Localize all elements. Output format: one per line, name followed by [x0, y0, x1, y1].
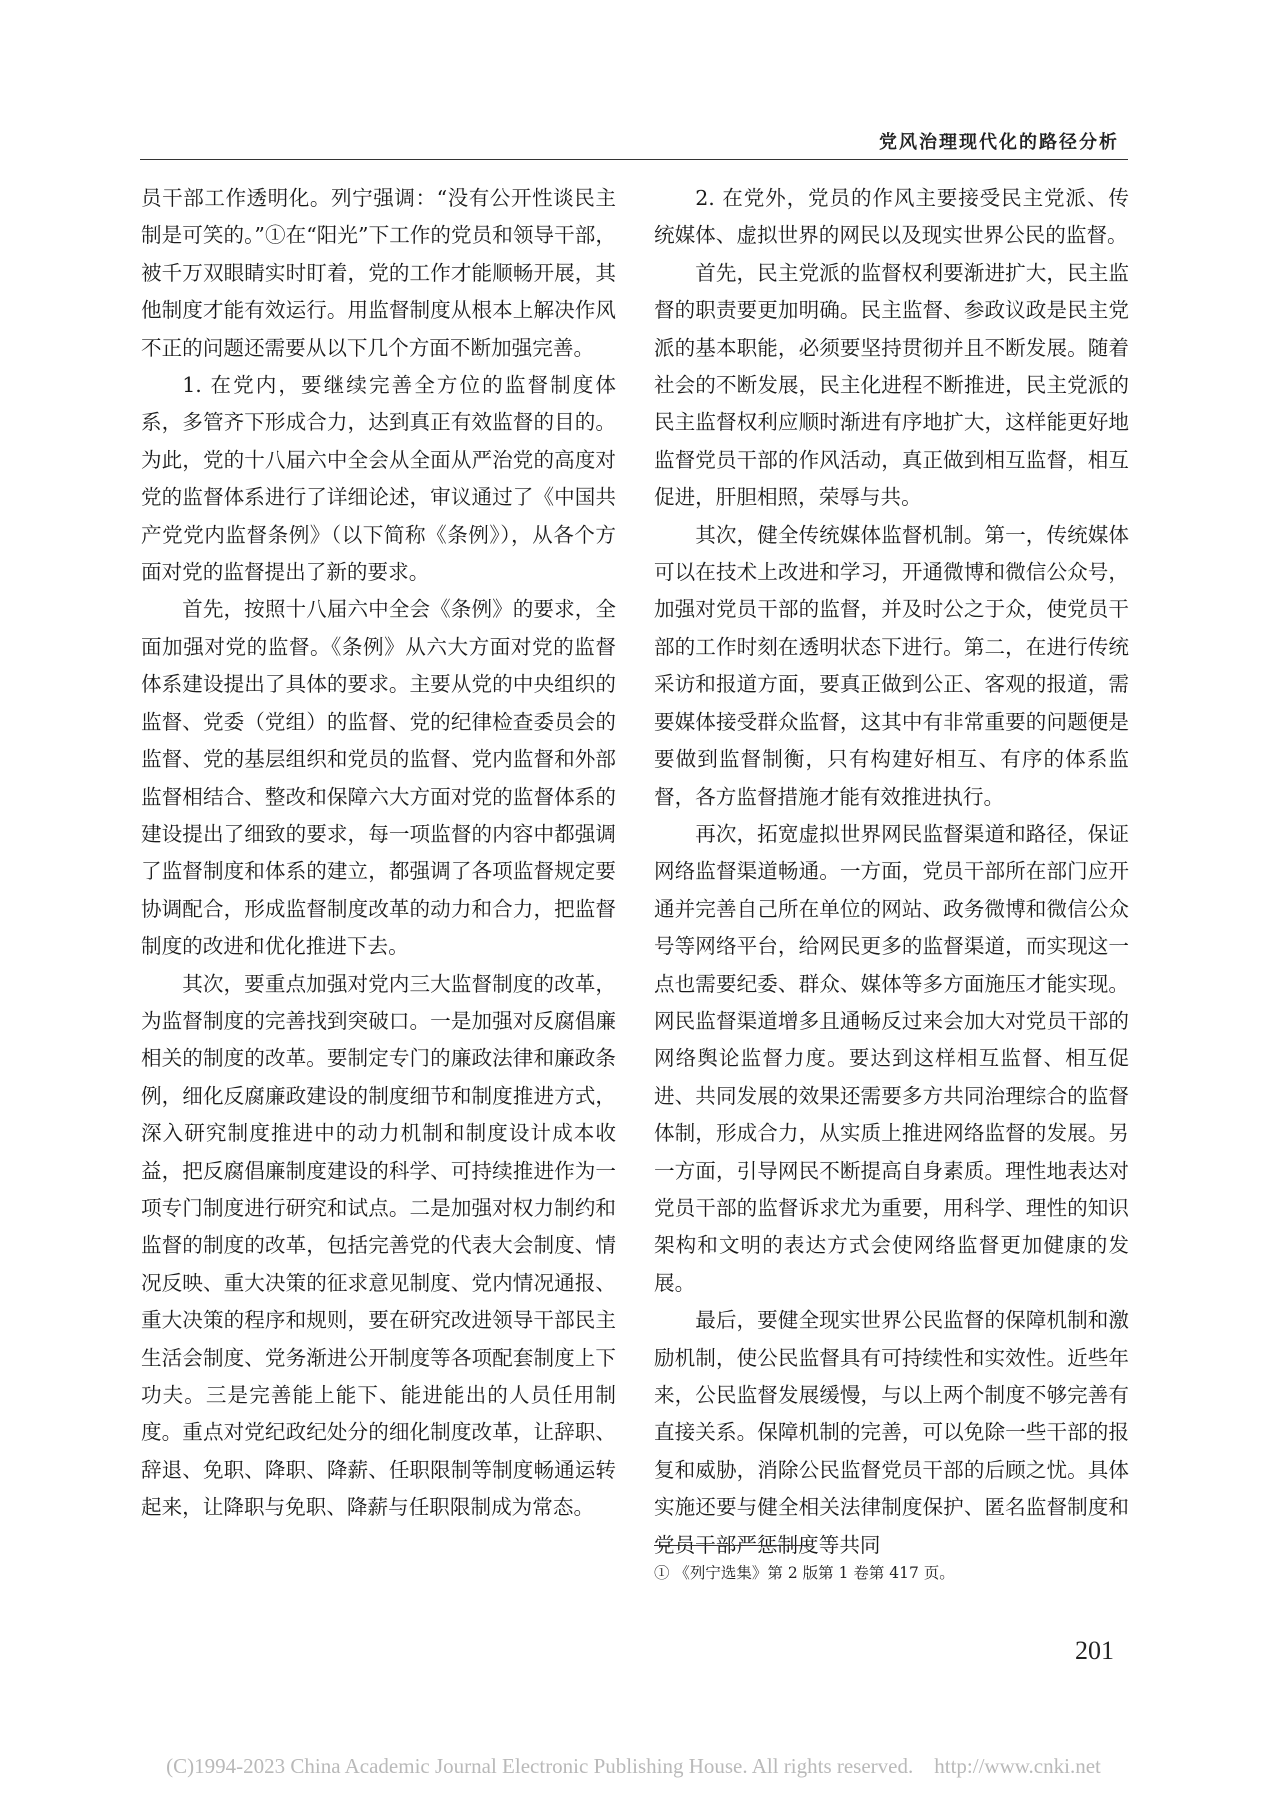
- paragraph-online-supervision: 再次，拓宽虚拟世界网民监督渠道和路径，保证网络监督渠道畅通。一方面，党员干部所在部门应开通并完善自己所在单位的网站、政务微博和微信公众号等网络平台，给网民更多的监督渠道，而实现这一点也需要纪委、群众、媒体等多方面施压才能实现。网民监督渠道增多且通畅反过来会加大对党员干部的网络舆论监督力度。要达到这样相互监督、相互促进、共同发展的效果还需要多方共同治理综合的监督体制，形成合力，从实质上推进网络监督的发展。另一方面，引导网民不断提高自身素质。理性地表达对党员干部的监督诉求尤为重要，用科学、理性的知识架构和文明的表达方式会使网络监督更加健康的发展。: [654, 821, 1129, 1295]
- running-head-title: 党风治理现代化的路径分析: [879, 132, 1119, 153]
- right-column: [654, 180, 1129, 1564]
- paragraph-first-regulations: 首先，按照十八届六中全会《条例》的要求，全面加强对党的监督。《条例》从六大方面对党的监督体系建设提出了具体的要求。主要从党的中央组织的监督、党委（党组）的监督、党的纪律检查委员会的监督、党的基层组织和党员的监督、党内监督和外部监督相结合、整改和保障六大方面对党的监督体系的建设提出了细致的要求，每一项监督的内容中都强调了监督制度和体系的建立，都强调了各项监督规定要协调配合，形成监督制度改革的动力和合力，把监督制度的改进和优化推进下去。: [141, 597, 616, 959]
- footnote-rule: [654, 1545, 809, 1546]
- header-rule: [140, 159, 1128, 160]
- paragraph-intra-party-supervision: 1. 在党内，要继续完善全方位的监督制度体系，多管齐下形成合力，达到真正有效监督的目的。为此，党的十八届六中全会从全面从严治党的高度对党的监督体系进行了详细论述，审议通过了《中国共产党党内监督条例》（以下简称《条例》），从各个方面对党的监督提出了新的要求。: [141, 373, 616, 585]
- paragraph-second-three-systems: 其次，要重点加强对党内三大监督制度的改革，为监督制度的完善找到突破口。一是加强对反腐倡廉相关的制度的改革。要制定专门的廉政法律和廉政条例，细化反腐廉政建设的制度细节和制度推进方式，深入研究制度推进中的动力机制和制度设计成本收益，把反腐倡廉制度建设的科学、可持续推进作为一项专门制度进行研究和试点。二是加强对权力制约和监督的制度的改革，包括完善党的代表大会制度、情况反映、重大决策的征求意见制度、党内情况通报、重大决策的程序和规则，要在研究改进领导干部民主生活会制度、党务渐进公开制度等各项配套制度上下功夫。三是完善能上能下、能进能出的人员任用制度。重点对党纪政纪处分的细化制度改革，让辞职、辞退、免职、降职、降薪、任职限制等制度畅通运转起来，让降职与免职、降薪与任职限制成为常态。: [141, 971, 616, 1520]
- page-number: 201: [1075, 1636, 1114, 1665]
- paragraph-citizen-supervision: 最后，要健全现实世界公民监督的保障机制和激励机制，使公民监督具有可持续性和实效性。近些年来，公民监督发展缓慢，与以上两个制度不够完善有直接关系。保障机制的完善，可以免除一些干部的报复和威胁，消除公民监督党员干部的后顾之忧。具体实施还要与健全相关法律制度保护、匿名监督制度和党员干部严惩制度等共同: [654, 1308, 1129, 1557]
- paragraph-outside-party: 2. 在党外，党员的作风主要接受民主党派、传统媒体、虚拟世界的网民以及现实世界公民的监督。: [654, 186, 1129, 248]
- paragraph-continued: 员干部工作透明化。列宁强调：“没有公开性谈民主制是可笑的。”①在“阳光”下工作的党员和领导干部，被千万双眼睛实时盯着，党的工作才能顺畅开展，其他制度才能有效运行。用监督制度从根本上解决作风不正的问题还需要从以下几个方面不断加强完善。: [141, 186, 616, 360]
- footnote: ① 《列宁选集》第 2 版第 1 卷第 417 页。: [654, 1564, 955, 1582]
- paragraph-traditional-media: 其次，健全传统媒体监督机制。第一，传统媒体可以在技术上改进和学习，开通微博和微信公众号，加强对党员干部的监督，并及时公之于众，使党员干部的工作时刻在透明状态下进行。第二，在进行传统采访和报道方面，要真正做到公正、客观的报道，需要媒体接受群众监督，这其中有非常重要的问题便是要做到监督制衡，只有构建好相互、有序的体系监督，各方监督措施才能有效推进执行。: [654, 522, 1129, 809]
- paragraph-democratic-parties: 首先，民主党派的监督权利要渐进扩大，民主监督的职责要更加明确。民主监督、参政议政是民主党派的基本职能，必须要坚持贯彻并且不断发展。随着社会的不断发展，民主化进程不断推进，民主党派的民主监督权利应顺时渐进有序地扩大，这样能更好地监督党员干部的作风活动，真正做到相互监督，相互促进，肝胆相照，荣辱与共。: [654, 260, 1129, 510]
- copyright-watermark: (C)1994-2023 China Academic Journal Electronic Publishing House. All rights reserved. http://www.cnki.net: [166, 1754, 1101, 1778]
- left-column: [141, 180, 616, 1527]
